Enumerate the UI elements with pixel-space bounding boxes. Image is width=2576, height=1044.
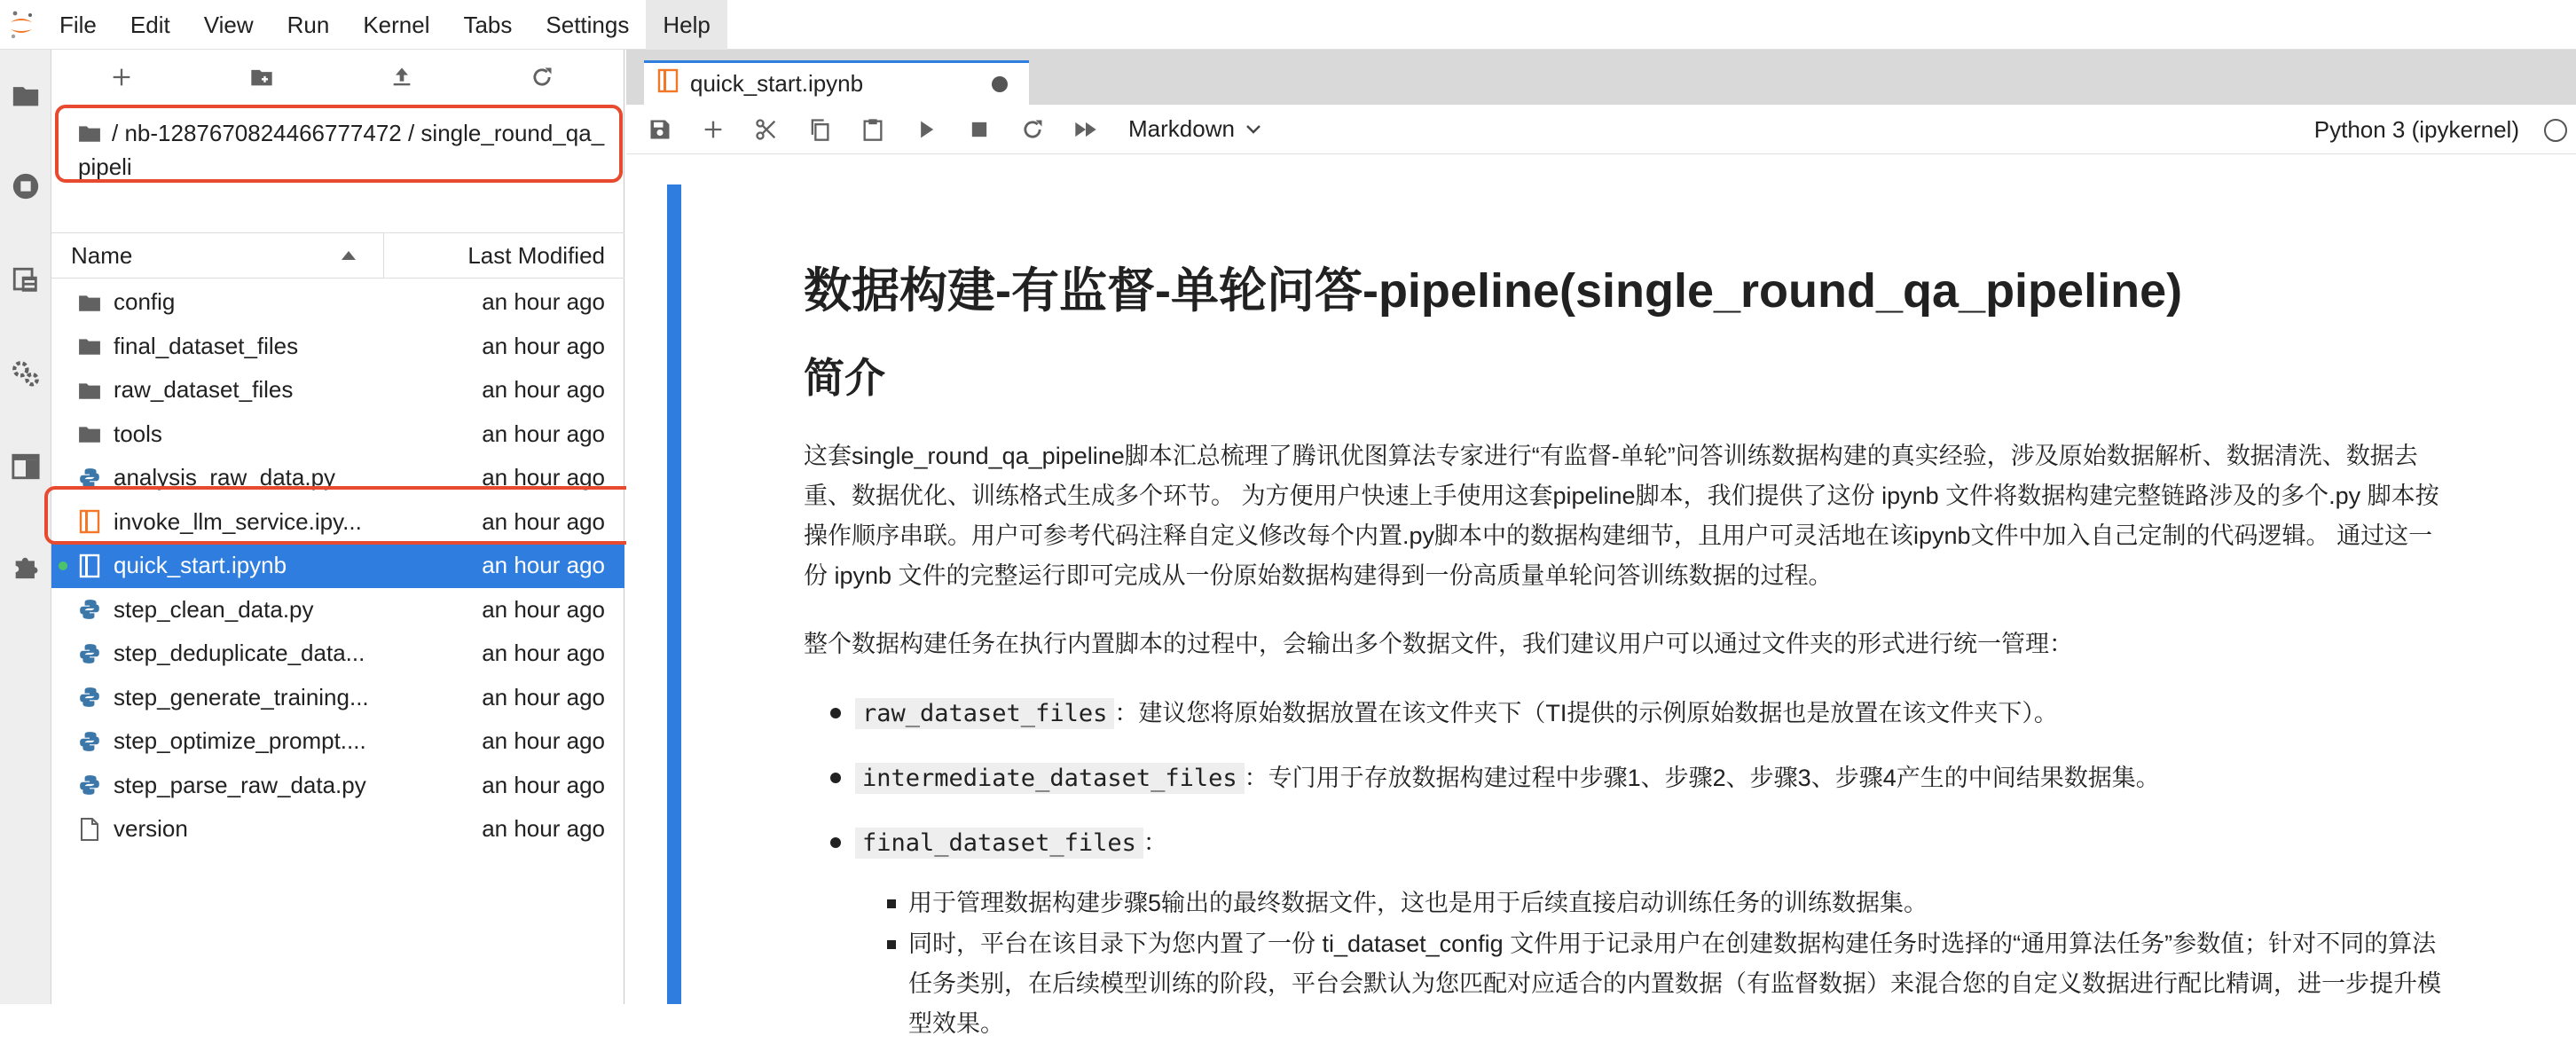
property-inspector-icon[interactable]	[0, 254, 51, 307]
menu-file[interactable]: File	[59, 11, 97, 38]
file-browser-folder-icon[interactable]	[0, 69, 51, 122]
folders-paragraph: 整个数据构建任务在执行内置脚本的过程中，会输出多个数据文件，我们建议用户可以通过文件夹的形式进行统一管理：	[804, 631, 2073, 657]
breadcrumb[interactable]	[59, 108, 617, 183]
file-modified: an hour ago	[482, 507, 605, 535]
notebook-toolbar	[626, 105, 2576, 154]
file-name: step_optimize_prompt....	[114, 727, 366, 755]
list-item: raw_dataset_files ：建议您将原始数据放置在该文件夹下（TI提供的示例原始数据也是放置在该文件夹下）。	[855, 694, 2058, 734]
file-row[interactable]	[51, 588, 624, 632]
cut-button[interactable]	[740, 105, 793, 154]
inline-code: intermediate_dataset_files	[855, 763, 1245, 794]
upload-icon	[389, 65, 414, 90]
file-name: quick_start.ipynb	[114, 552, 287, 579]
list-item: intermediate_dataset_files ：专门用于存放数据构建过程中步骤1、步骤2、步骤3、步骤4产生的中间结果数据集。	[855, 758, 2160, 798]
sub-list-item: 同时，平台在该目录下为您内置了一份 ti_dataset_config 文件用于记录用户在创建数据构建任务时选择的“通用算法任务”参数值；针对不同的算法 任务类别，在后续模型训练的阶段，平台会默认为您匹配对应适合的内置数据（有监督数据）来混合您的自定义数据进行配比精调，进一步提升模 型效果。	[908, 930, 2441, 1037]
file-modified: an hour ago	[482, 420, 605, 447]
save-icon	[648, 117, 672, 142]
python-file-icon	[76, 684, 103, 710]
refresh-button[interactable]	[472, 50, 612, 105]
file-name: final_dataset_files	[114, 332, 299, 359]
file-modified: an hour ago	[482, 815, 605, 843]
run-all-button[interactable]	[1059, 105, 1112, 154]
markdown-cell[interactable]	[804, 154, 2533, 1037]
file-row[interactable]	[51, 544, 624, 588]
menu-settings[interactable]: Settings	[546, 11, 630, 38]
kernel-status-circle-icon	[2544, 119, 2567, 142]
scissors-icon	[754, 117, 779, 142]
file-row[interactable]	[51, 412, 624, 457]
file-row[interactable]	[51, 764, 624, 808]
file-row[interactable]	[51, 280, 624, 325]
file-row[interactable]	[51, 368, 624, 412]
interrupt-kernel-button[interactable]	[953, 105, 1006, 154]
copy-button[interactable]	[793, 105, 846, 154]
plus-icon	[109, 65, 134, 90]
file-modified: an hour ago	[482, 288, 605, 316]
python-file-icon	[76, 640, 103, 667]
square-bullet	[887, 940, 896, 949]
file-modified: an hour ago	[482, 332, 605, 359]
doc-subtitle: 简介	[804, 355, 885, 401]
tab-quick-start[interactable]	[644, 60, 1029, 105]
file-row[interactable]	[51, 456, 624, 500]
menu-help[interactable]: Help	[646, 0, 726, 50]
file-modified: an hour ago	[482, 640, 605, 667]
file-modified: an hour ago	[482, 683, 605, 710]
column-modified-header[interactable]: Last Modified	[467, 241, 605, 269]
new-folder-button[interactable]	[192, 50, 332, 105]
menu-view[interactable]: View	[203, 11, 254, 38]
list-item: final_dataset_files ：	[855, 823, 1167, 863]
file-name: invoke_llm_service.ipy...	[114, 507, 362, 535]
file-name: config	[114, 288, 176, 316]
file-modified: an hour ago	[482, 464, 605, 491]
file-row[interactable]	[51, 500, 624, 545]
square-bullet	[887, 899, 896, 908]
clipboard-icon	[860, 117, 885, 142]
notebook-icon	[658, 69, 678, 98]
file-modified: an hour ago	[482, 595, 605, 623]
sort-ascending-icon	[341, 250, 357, 261]
python-file-icon	[76, 728, 103, 755]
notebook-icon	[76, 508, 103, 535]
folder-icon	[76, 377, 103, 404]
unsaved-indicator-dot[interactable]	[992, 76, 1008, 92]
file-browser-toolbar	[51, 50, 624, 105]
file-name: step_generate_training...	[114, 683, 369, 710]
new-folder-icon	[249, 65, 274, 90]
doc-title: 数据构建-有监督-单轮问答-pipeline(single_round_qa_pipeline)	[804, 264, 2183, 318]
menu-run[interactable]: Run	[287, 11, 330, 38]
extensions-puzzle-icon[interactable]	[0, 539, 51, 593]
fast-forward-icon	[1073, 117, 1098, 142]
bullet-dot	[830, 837, 841, 848]
refresh-icon	[530, 65, 554, 90]
file-modified: an hour ago	[482, 376, 605, 404]
activity-bar	[0, 50, 51, 1004]
menu-edit[interactable]: Edit	[130, 11, 170, 38]
running-kernels-stop-icon[interactable]	[0, 160, 51, 213]
inline-code: final_dataset_files	[855, 828, 1143, 859]
python-file-icon	[76, 465, 103, 491]
menu-bar	[0, 0, 2576, 50]
file-name: step_deduplicate_data...	[114, 640, 365, 667]
file-row[interactable]	[51, 807, 624, 852]
python-file-icon	[76, 596, 103, 623]
file-name: step_parse_raw_data.py	[114, 771, 366, 798]
file-name: tools	[114, 420, 162, 447]
restart-kernel-button[interactable]	[1006, 105, 1059, 154]
notebook-area	[626, 50, 2576, 1037]
file-modified: an hour ago	[482, 552, 605, 579]
folder-icon	[76, 420, 103, 447]
file-name: analysis_raw_data.py	[114, 464, 336, 491]
inline-code: raw_dataset_files	[855, 698, 1114, 729]
file-list	[51, 280, 624, 852]
tabs-window-icon[interactable]	[0, 440, 51, 493]
new-launcher-button[interactable]	[51, 50, 192, 105]
save-button[interactable]	[633, 105, 687, 154]
file-row[interactable]	[51, 632, 624, 676]
file-browser-panel	[51, 50, 624, 1004]
column-name-header[interactable]: Name	[51, 232, 384, 279]
upload-button[interactable]	[332, 50, 472, 105]
tab-title: quick_start.ipynb	[690, 70, 864, 97]
stop-icon	[967, 117, 992, 142]
running-indicator-dot	[59, 561, 67, 570]
kernel-name[interactable]: Python 3 (ipykernel)	[2313, 116, 2519, 143]
cell-type-select[interactable]: Markdown	[1128, 115, 1261, 143]
refresh-icon	[1020, 117, 1045, 142]
breadcrumb-path[interactable]: / nb-1287670824466777472 / single_round_qa_pipeli	[78, 120, 605, 181]
file-modified: an hour ago	[482, 771, 605, 798]
intro-paragraph: 这套single_round_qa_pipeline脚本汇总梳理了腾讯优图算法专家进行“有监督-单轮”问答训练数据构建的真实经验，涉及原始数据解析、数据清洗、数据去 重、数据优化、训练格式生成多个环节。 为方便用户快速上手使用这套pipeline脚本，我们提供了这份 ipynb 文件将数据构建完整链路涉及的多个.py 脚本按 操作顺序串联。用户可参考代码注释自定义修改每个内置.py脚本中的数据构建细节，且用户可灵活地在该ipynb文件中加入自己定制的代码逻辑。 通过这一 份 ipynb 文件的完整运行即可完成从一份原始数据构建得到一份高质量单轮问答训练数据的过程。	[804, 443, 2439, 589]
copy-icon	[807, 117, 832, 142]
bullet-dot	[830, 708, 841, 718]
python-file-icon	[76, 772, 103, 798]
file-row[interactable]	[51, 719, 624, 764]
play-icon	[914, 117, 939, 142]
insert-cell-button[interactable]	[687, 105, 740, 154]
notebook-icon	[76, 553, 103, 579]
menu-kernel[interactable]: Kernel	[363, 11, 430, 38]
file-name: step_clean_data.py	[114, 595, 314, 623]
file-modified: an hour ago	[482, 727, 605, 755]
folder-icon	[78, 119, 101, 151]
menu-tabs[interactable]: Tabs	[463, 11, 513, 38]
chevron-down-icon	[1245, 124, 1261, 135]
folder-icon	[76, 333, 103, 359]
file-icon	[76, 816, 103, 843]
tab-bar	[626, 50, 2576, 105]
file-row[interactable]	[51, 676, 624, 720]
file-name: version	[114, 815, 188, 843]
file-row[interactable]	[51, 325, 624, 369]
folder-icon	[76, 289, 103, 316]
settings-gear-icon[interactable]	[0, 348, 51, 401]
active-cell-indicator	[667, 184, 681, 1004]
jupyter-logo-icon	[0, 0, 43, 50]
paste-button[interactable]	[846, 105, 899, 154]
plus-icon	[701, 117, 726, 142]
run-cell-button[interactable]	[899, 105, 953, 154]
bullet-dot	[830, 773, 841, 783]
sub-list-item: 用于管理数据构建步骤5输出的最终数据文件，这也是用于后续直接启动训练任务的训练数据集。	[908, 890, 1928, 916]
file-list-header	[51, 232, 624, 279]
file-name: raw_dataset_files	[114, 376, 294, 404]
